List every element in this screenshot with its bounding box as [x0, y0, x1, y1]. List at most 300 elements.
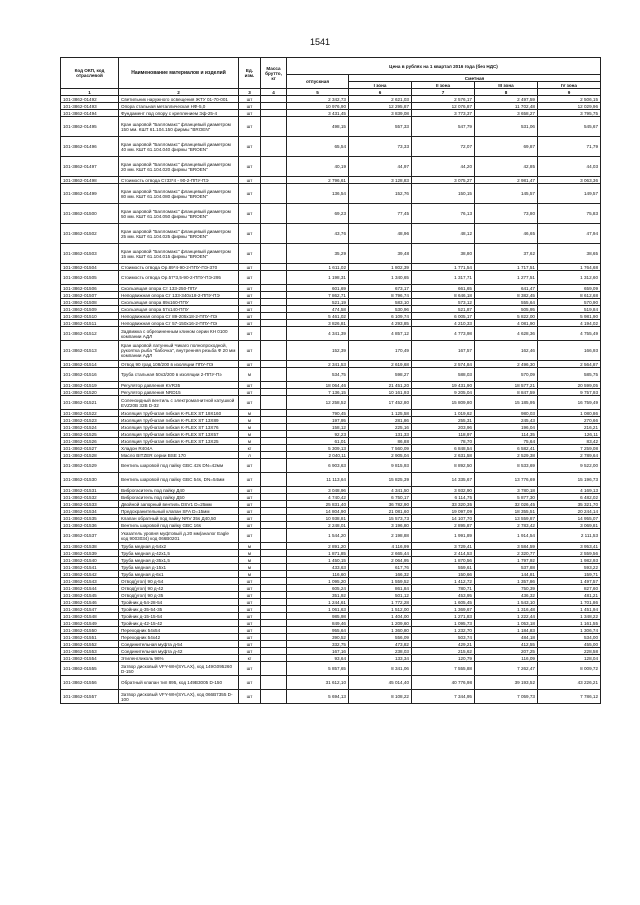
row-unit: шт [239, 313, 261, 320]
price-zone-4: 216,21 [538, 424, 601, 431]
row-mass [261, 613, 287, 620]
row-mass [261, 368, 287, 382]
row-mass [261, 410, 287, 417]
price-zone-1: 4 341,50 [349, 487, 412, 494]
row-mass [261, 494, 287, 501]
price-zone-3: 2 320,77 [475, 550, 538, 557]
table-row [61, 690, 601, 704]
row-code: 101-3862-01503 [61, 244, 119, 264]
price-release: 25 831,40 [287, 501, 349, 508]
price-zone-4: 270,66 [538, 417, 601, 424]
row-name: Тройник д-54-28-54 [119, 599, 239, 606]
price-zone-1: 133,34 [349, 655, 412, 662]
row-mass [261, 224, 287, 244]
price-zone-3: 531,06 [475, 117, 538, 137]
price-release: 985,98 [287, 613, 349, 620]
price-release: 12 258,52 [287, 396, 349, 410]
price-zone-2: 2 576,17 [412, 96, 475, 103]
row-code: 101-3862-01520 [61, 389, 119, 396]
row-unit: шт [239, 613, 261, 620]
row-unit: шт [239, 459, 261, 473]
row-code: 101-3862-01512 [61, 327, 119, 341]
price-zone-1: 1 559,52 [349, 578, 412, 585]
row-code: 101-3862-01555 [61, 662, 119, 676]
price-zone-2: 38,80 [412, 244, 475, 264]
price-zone-1: 1 209,60 [349, 620, 412, 627]
price-zone-3: 42,85 [475, 157, 538, 177]
row-mass [261, 550, 287, 557]
price-zone-2: 14 335,67 [412, 473, 475, 487]
table-row [61, 382, 601, 389]
price-release: 1 450,15 [287, 557, 349, 564]
price-release: 1 544,20 [287, 529, 349, 543]
row-code: 101-3862-01548 [61, 613, 119, 620]
price-zone-1: 10 161,93 [349, 389, 412, 396]
price-zone-3: 5 822,00 [475, 313, 538, 320]
row-mass [261, 264, 287, 271]
price-zone-4: 83,42 [538, 438, 601, 445]
price-release: 93,64 [287, 655, 349, 662]
row-name: Вентиль шаровой под пайку GBC 42s DN=42мм [119, 459, 239, 473]
row-name: Тройник д-42-15-42 [119, 620, 239, 627]
row-unit: шт [239, 641, 261, 648]
row-code: 101-3862-01507 [61, 292, 119, 299]
table-row [61, 585, 601, 592]
table-row [61, 184, 601, 204]
price-zone-2: 1 870,56 [412, 557, 475, 564]
price-zone-1: 556,09 [349, 634, 412, 641]
row-code: 101-3862-01541 [61, 564, 119, 571]
column-index-row [61, 89, 601, 96]
row-mass [261, 96, 287, 103]
price-release: 7 136,15 [287, 389, 349, 396]
price-zone-1: 617,76 [349, 564, 412, 571]
col-index: 8 [475, 89, 538, 96]
price-zone-3: 1 316,48 [475, 606, 538, 613]
price-zone-3: 2 981,47 [475, 177, 538, 184]
table-row [61, 137, 601, 157]
table-row [61, 648, 601, 655]
col-index: 1 [61, 89, 119, 96]
price-zone-1: 1 125,58 [349, 410, 412, 417]
table-row [61, 96, 601, 103]
price-zone-3: 144,81 [475, 571, 538, 578]
price-release: 1 871,85 [287, 550, 349, 557]
price-release: 116,60 [287, 571, 349, 578]
price-release: 433,63 [287, 564, 349, 571]
table-row [61, 606, 601, 613]
price-zone-1: 1 360,80 [349, 627, 412, 634]
price-zone-1: 170,49 [349, 341, 412, 361]
price-zone-3: 162,46 [475, 341, 538, 361]
price-release: 4 740,42 [287, 494, 349, 501]
row-name: Отвод(угол) 90 д-42 [119, 585, 239, 592]
price-zone-1: 8 341,06 [349, 662, 412, 676]
row-unit: шт [239, 204, 261, 224]
row-name: Хладон R404A [119, 445, 239, 452]
row-name: Отвод(угол) 90 д-54 [119, 578, 239, 585]
table-row [61, 676, 601, 690]
row-name: Тройник д-15-15-54 [119, 613, 239, 620]
price-zone-4: 2 564,87 [538, 361, 601, 368]
row-code: 101-3862-01508 [61, 299, 119, 306]
price-zone-3: 75,64 [475, 438, 538, 445]
price-zone-2: 150,15 [412, 184, 475, 204]
price-zone-2: 40 776,98 [412, 676, 475, 690]
price-zone-4: 3 069,81 [538, 522, 601, 529]
price-zone-4: 1 348,22 [538, 613, 601, 620]
table-row [61, 445, 601, 452]
table-row [61, 501, 601, 508]
price-zone-4: 6 482,02 [538, 494, 601, 501]
price-zone-3: 980,03 [475, 410, 538, 417]
row-mass [261, 515, 287, 522]
price-zone-4: 519,84 [538, 306, 601, 313]
row-name: Изоляция трубчатая гибкая K-FLEX ST 13X57 [119, 431, 239, 438]
price-zone-4: 455,00 [538, 641, 601, 648]
price-zone-1: 1 512,00 [349, 606, 412, 613]
price-zone-2: 503,74 [412, 634, 475, 641]
price-release: 332,75 [287, 641, 349, 648]
row-code: 101-3862-01498 [61, 177, 119, 184]
row-unit: шт [239, 627, 261, 634]
row-name: Труба медная д-54x2 [119, 543, 239, 550]
price-zone-3: 6 582,41 [475, 445, 538, 452]
row-name: Стоимость отвода Ст33*4 - 90-2-ППУ-ПЭ [119, 177, 239, 184]
price-zone-1: 77,45 [349, 204, 412, 224]
row-unit: кг [239, 445, 261, 452]
price-release: 10 976,90 [287, 103, 349, 110]
row-mass [261, 177, 287, 184]
row-name: Изоляция трубчатая гибкая K-FLEX ST 13X89 [119, 417, 239, 424]
table-row [61, 452, 601, 459]
table-row [61, 543, 601, 550]
table-row [61, 431, 601, 438]
row-name: Труба стальная 50x3/200 в изоляции 2-ППУ-Пэ [119, 368, 239, 382]
row-mass [261, 522, 287, 529]
price-table [60, 57, 601, 704]
page-number: 1541 [309, 37, 331, 47]
row-unit: шт [239, 306, 261, 313]
price-zone-2: 3 932,90 [412, 487, 475, 494]
price-zone-4: 20 244,14 [538, 508, 601, 515]
row-name: Светильник наружного освещения ЖТУ 01-70-001 [119, 96, 239, 103]
price-zone-4: 1 764,68 [538, 264, 601, 271]
price-release: 18 064,46 [287, 382, 349, 389]
price-zone-2: 12 076,87 [412, 103, 475, 110]
price-zone-1: 21 081,60 [349, 508, 412, 515]
price-zone-3: 18 355,51 [475, 508, 538, 515]
price-zone-1: 530,96 [349, 306, 412, 313]
row-code: 101-3862-01527 [61, 445, 119, 452]
price-release: 849,46 [287, 620, 349, 627]
table-row [61, 662, 601, 676]
row-code: 101-3862-01543 [61, 578, 119, 585]
price-zone-2: 1 317,71 [412, 271, 475, 285]
price-zone-1: 473,82 [349, 641, 412, 648]
price-zone-3: 8 382,45 [475, 292, 538, 299]
price-zone-3: 4 081,90 [475, 320, 538, 327]
row-mass [261, 662, 287, 676]
row-code: 101-3862-01493 [61, 103, 119, 110]
price-zone-3: 1 717,51 [475, 264, 538, 271]
price-release: 5 309,13 [287, 445, 349, 452]
col-index: 3 [239, 89, 261, 96]
price-zone-4: 1 497,57 [538, 578, 601, 585]
price-zone-2: 521,87 [412, 306, 475, 313]
row-mass [261, 599, 287, 606]
row-name: Кран шаровой латунный Чикаго полнопроходной, рукоятка рыба "бабочка", внутренняя резьба Ф 20 мм компании АДЛ [119, 341, 239, 361]
row-name: Соединительная муфта д-54 [119, 641, 239, 648]
price-zone-3: 750,39 [475, 585, 538, 592]
row-mass [261, 487, 287, 494]
price-zone-4: 7 259,08 [538, 445, 601, 452]
price-zone-4: 149,57 [538, 184, 601, 204]
row-unit: шт [239, 396, 261, 410]
table-row [61, 292, 601, 299]
price-zone-3: 1 797,92 [475, 557, 538, 564]
row-name: Кран шаровой "Балломакс" фланцевый диаметром 15 мм. КШТ 61.104.015 фирмы "BROEN" [119, 244, 239, 264]
row-unit: шт [239, 578, 261, 585]
price-release: 43,76 [287, 224, 349, 244]
row-mass [261, 557, 287, 564]
row-mass [261, 445, 287, 452]
table-row [61, 655, 601, 662]
row-mass [261, 271, 287, 285]
row-mass [261, 529, 287, 543]
price-zone-1: 152,76 [349, 184, 412, 204]
row-code: 101-3862-01557 [61, 690, 119, 704]
price-zone-2: 2 895,87 [412, 522, 475, 529]
row-unit: шт [239, 157, 261, 177]
price-zone-1: 1 772,28 [349, 599, 412, 606]
price-zone-1: 2 198,88 [349, 529, 412, 543]
price-release: 1 061,63 [287, 606, 349, 613]
row-unit: м [239, 543, 261, 550]
price-zone-4: 7 786,12 [538, 690, 601, 704]
row-mass [261, 424, 287, 431]
row-code: 101-3862-01509 [61, 306, 119, 313]
price-zone-2: 2 414,53 [412, 550, 475, 557]
price-zone-2: 167,57 [412, 341, 475, 361]
price-release: 3 048,96 [287, 487, 349, 494]
row-mass [261, 676, 287, 690]
row-mass [261, 627, 287, 634]
row-mass [261, 564, 287, 571]
price-release: 351,92 [287, 592, 349, 599]
row-name: Отвод 90 град 108/200 в изоляции ППУ-ПЭ [119, 361, 239, 368]
price-zone-2: 44,20 [412, 157, 475, 177]
row-name: Скользящая опора Ст 133-250-ППУ [119, 285, 239, 292]
price-zone-4: 8 612,68 [538, 292, 601, 299]
row-mass [261, 204, 287, 224]
table-row [61, 564, 601, 571]
table-row [61, 410, 601, 417]
row-name: Изоляция трубчатая гибкая K-FLEX ST 13X76 [119, 424, 239, 431]
row-code: 101-3862-01554 [61, 655, 119, 662]
price-release: 390,52 [287, 634, 349, 641]
row-mass [261, 361, 287, 368]
price-zone-2: 429,21 [412, 641, 475, 648]
price-zone-3: 1 357,86 [475, 578, 538, 585]
price-release: 136,54 [287, 184, 349, 204]
table-row [61, 361, 601, 368]
row-code: 101-3862-01499 [61, 184, 119, 204]
price-zone-4: 9 522,00 [538, 459, 601, 473]
row-code: 101-3862-01547 [61, 606, 119, 613]
row-unit: м [239, 368, 261, 382]
price-zone-2: 120,79 [412, 655, 475, 662]
table-row [61, 473, 601, 487]
price-zone-2: 14 107,70 [412, 515, 475, 522]
price-zone-3: 570,09 [475, 368, 538, 382]
table-row [61, 368, 601, 382]
row-name: Регулятор давления NRD15 [119, 389, 239, 396]
price-zone-1: 1 802,39 [349, 264, 412, 271]
price-zone-1: 225,16 [349, 424, 412, 431]
price-release: 605,24 [287, 585, 349, 592]
row-mass [261, 327, 287, 341]
row-mass [261, 396, 287, 410]
price-zone-2: 19 097,09 [412, 508, 475, 515]
price-zone-3: 46,65 [475, 224, 538, 244]
row-name: Труба медная д-6x1 [119, 571, 239, 578]
price-zone-2: 453,95 [412, 592, 475, 599]
price-release: 14 804,90 [287, 508, 349, 515]
price-zone-3: 11 702,48 [475, 103, 538, 110]
row-code: 101-3862-01514 [61, 361, 119, 368]
row-name: Указатель уровня муфтовый д.20 мм(аналог Eagle код 9003034) код 066B0201 [119, 529, 239, 543]
header-zone-4: IV зона [538, 82, 601, 89]
price-zone-2: 118,97 [412, 431, 475, 438]
price-zone-1: 9 815,93 [349, 459, 412, 473]
price-zone-4: 1 451,94 [538, 606, 601, 613]
table-row [61, 177, 601, 184]
price-zone-4: 14 955,07 [538, 515, 601, 522]
price-zone-3: 145,57 [475, 184, 538, 204]
row-unit: м [239, 571, 261, 578]
price-zone-3: 7 262,47 [475, 662, 538, 676]
price-release: 1 198,31 [287, 271, 349, 285]
row-unit: шт [239, 634, 261, 641]
price-zone-1: 73,33 [349, 137, 412, 157]
price-zone-2: 1 369,67 [412, 606, 475, 613]
row-code: 101-3862-01539 [61, 550, 119, 557]
row-unit: шт [239, 292, 261, 299]
price-zone-4: 659,09 [538, 285, 601, 292]
table-row [61, 641, 601, 648]
price-zone-3: 4 628,36 [475, 327, 538, 341]
row-unit: м [239, 424, 261, 431]
row-name: Фундамент под опору с креплением Эф-25-4 [119, 110, 239, 117]
row-code: 101-3862-01546 [61, 599, 119, 606]
row-mass [261, 648, 287, 655]
row-name: Затвор дисковый VFY-WH(SYLAX), код 149G095260 D-150 [119, 662, 239, 676]
price-zone-3: 73,80 [475, 204, 538, 224]
row-code: 101-3862-01530 [61, 473, 119, 487]
price-zone-1: 166,32 [349, 571, 412, 578]
table-row [61, 571, 601, 578]
row-unit: шт [239, 103, 261, 110]
price-zone-4: 43 226,21 [538, 676, 601, 690]
price-zone-1: 36 782,90 [349, 501, 412, 508]
row-name: Обратный клапан тип 895, код 149B3005 D-150 [119, 676, 239, 690]
price-zone-2: 215,62 [412, 648, 475, 655]
row-unit: шт [239, 585, 261, 592]
price-zone-4: 20 599,05 [538, 382, 601, 389]
price-zone-4: 2 559,56 [538, 550, 601, 557]
row-unit: кг [239, 655, 261, 662]
price-zone-4: 1 161,55 [538, 620, 601, 627]
table-row [61, 459, 601, 473]
price-zone-2: 3 075,27 [412, 177, 475, 184]
price-zone-1: 1 404,00 [349, 613, 412, 620]
row-unit: шт [239, 341, 261, 361]
price-zone-3: 2 496,30 [475, 361, 538, 368]
price-zone-2: 9 205,04 [412, 389, 475, 396]
table-row [61, 634, 601, 641]
row-code: 101-3862-01532 [61, 494, 119, 501]
header-unit: Ед. изм. [239, 58, 261, 89]
price-zone-2: 1 771,54 [412, 264, 475, 271]
table-row [61, 110, 601, 117]
price-release: 35,29 [287, 244, 349, 264]
row-code: 101-3862-01524 [61, 424, 119, 431]
row-unit: шт [239, 389, 261, 396]
table-row [61, 389, 601, 396]
row-code: 101-3862-01544 [61, 585, 119, 592]
price-zone-3: 641,47 [475, 285, 538, 292]
col-index: 2 [119, 89, 239, 96]
row-mass [261, 592, 287, 599]
row-unit: шт [239, 501, 261, 508]
price-zone-4: 4 194,02 [538, 320, 601, 327]
table-row [61, 327, 601, 341]
price-zone-4: 1 982,93 [538, 557, 601, 564]
price-zone-3: 13 559,87 [475, 515, 538, 522]
price-zone-4: 2 506,15 [538, 96, 601, 103]
price-zone-3: 18 577,21 [475, 382, 538, 389]
row-name: Переходник 54x42 [119, 634, 239, 641]
row-code: 101-3862-01531 [61, 487, 119, 494]
table-row [61, 599, 601, 606]
price-zone-2: 1 232,70 [412, 627, 475, 634]
price-zone-4: 9 757,93 [538, 389, 601, 396]
price-zone-3: 15 185,95 [475, 396, 538, 410]
price-release: 1 095,20 [287, 578, 349, 585]
price-zone-3: 13 776,69 [475, 473, 538, 487]
row-code: 101-3862-01556 [61, 676, 119, 690]
price-zone-1: 45 014,40 [349, 676, 412, 690]
row-mass [261, 690, 287, 704]
price-release: 11 113,64 [287, 473, 349, 487]
price-zone-1: 4 116,99 [349, 543, 412, 550]
row-unit: шт [239, 327, 261, 341]
row-name: Переходник 54x54 [119, 627, 239, 634]
row-name: Соединительная муфта д-42 [119, 648, 239, 655]
row-mass [261, 431, 287, 438]
price-zone-4: 3 953,41 [538, 543, 601, 550]
row-unit: шт [239, 662, 261, 676]
row-name: Масло BITZER серии BSE 170 [119, 452, 239, 459]
table-row [61, 529, 601, 543]
price-zone-4: 71,79 [538, 137, 601, 157]
price-release: 534,75 [287, 368, 349, 382]
row-mass [261, 137, 287, 157]
row-mass [261, 438, 287, 445]
price-release: 955,64 [287, 627, 349, 634]
table-row [61, 320, 601, 327]
